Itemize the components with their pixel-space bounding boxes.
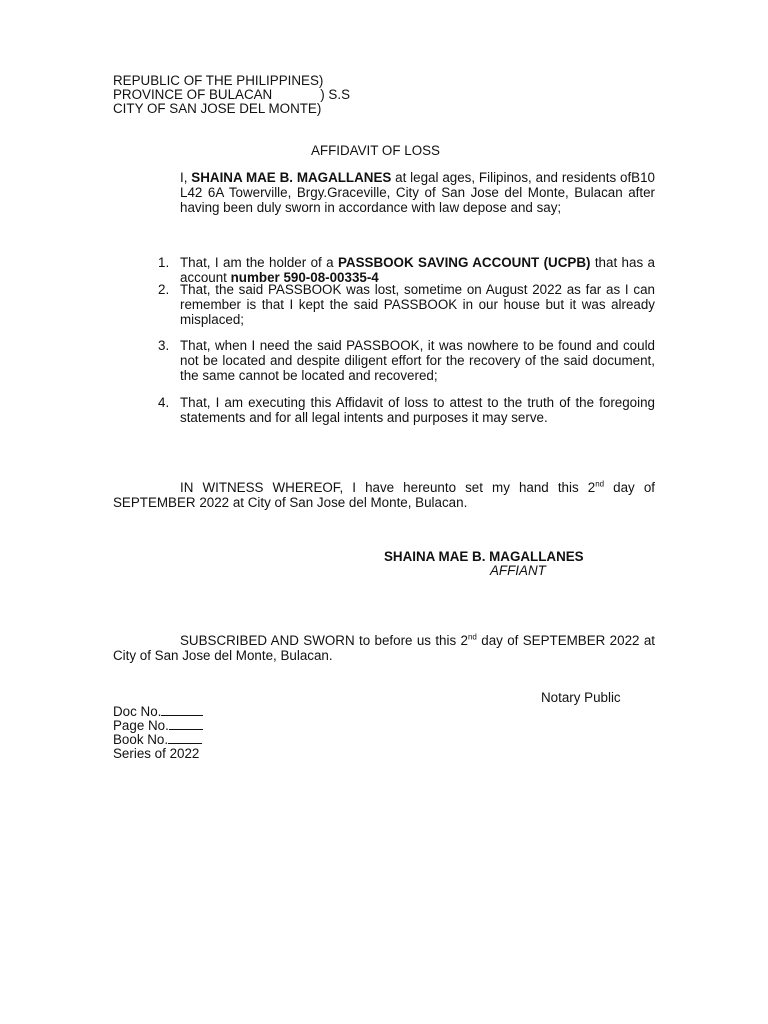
witness-sup: nd — [595, 479, 605, 489]
item-1-part2: that has a account — [180, 255, 655, 285]
page-no-blank — [169, 718, 203, 730]
sworn-sup: nd — [467, 632, 477, 642]
doc-no — [113, 704, 203, 719]
header-city: CITY OF SAN JOSE DEL MONTE) — [113, 101, 322, 116]
witness-part2: day of SEPTEMBER 2022 at City of San Jose del Monte, Bulacan. — [113, 480, 655, 510]
item-2-text: That, the said PASSBOOK was lost, sometime on August 2022 as far as I can remember is that I kept the said PASSBOOK in our house but it was already misplaced; — [180, 282, 655, 327]
intro-paragraph — [180, 170, 655, 215]
item-4-text: That, I am executing this Affidavit of loss to attest to the truth of the foregoing statements and for all legal intents and purposes it may serve. — [180, 395, 655, 425]
item-1-number: 1. — [158, 255, 170, 270]
notary-public-label: Notary Public — [541, 690, 621, 705]
header-province-label: PROVINCE OF BULACAN — [113, 87, 273, 102]
intro-rest: at legal ages, Filipinos, and residents ofB10 L42 6A Towerville, Brgy.Graceville, City of San Jose del Monte, Bulacan after having been duly sworn in accordance with law depose and say; — [180, 170, 655, 215]
sworn-part1: SUBSCRIBED AND SWORN to before us this 2 — [180, 633, 468, 648]
header-province — [113, 87, 350, 102]
series: Series of 2022 — [113, 746, 200, 761]
item-3-text: That, when I need the said PASSBOOK, it was nowhere to be found and could not be located and despite diligent effort for the recovery of the said document, the same cannot be located and recovered; — [180, 338, 655, 383]
signature-role: AFFIANT — [490, 563, 546, 578]
sworn-part2: day of SEPTEMBER 2022 at City of San Jose del Monte, Bulacan. — [113, 633, 655, 663]
page-no-label: Page No. — [113, 718, 169, 733]
item-1-part1: That, I am the holder of a — [180, 255, 338, 270]
signature-name: SHAINA MAE B. MAGALLANES — [384, 549, 584, 564]
intro-prefix: I, — [180, 170, 192, 185]
doc-no-label: Doc No. — [113, 704, 162, 719]
page-no — [113, 718, 203, 733]
item-4-number: 4. — [158, 395, 170, 410]
book-no-label: Book No. — [113, 732, 169, 747]
item-1-account-number: number 590-08-00335-4 — [230, 270, 379, 285]
book-no — [113, 732, 202, 747]
document-title: AFFIDAVIT OF LOSS — [311, 143, 440, 158]
book-no-blank — [168, 732, 202, 744]
item-3-number: 3. — [158, 338, 170, 353]
witness-part1: IN WITNESS WHEREOF, I have hereunto set my hand this 2 — [180, 480, 596, 495]
doc-no-blank — [161, 704, 203, 716]
item-1-text — [180, 255, 655, 285]
affiant-name-inline: SHAINA MAE B. MAGALLANES — [191, 170, 392, 185]
header-ss: ) S.S — [320, 87, 350, 102]
item-2-number: 2. — [158, 282, 170, 297]
witness-paragraph — [113, 480, 655, 510]
sworn-paragraph — [113, 633, 655, 663]
header-republic: REPUBLIC OF THE PHILIPPINES) — [113, 73, 324, 88]
item-1-account-type: PASSBOOK SAVING ACCOUNT (UCPB) — [338, 255, 591, 270]
